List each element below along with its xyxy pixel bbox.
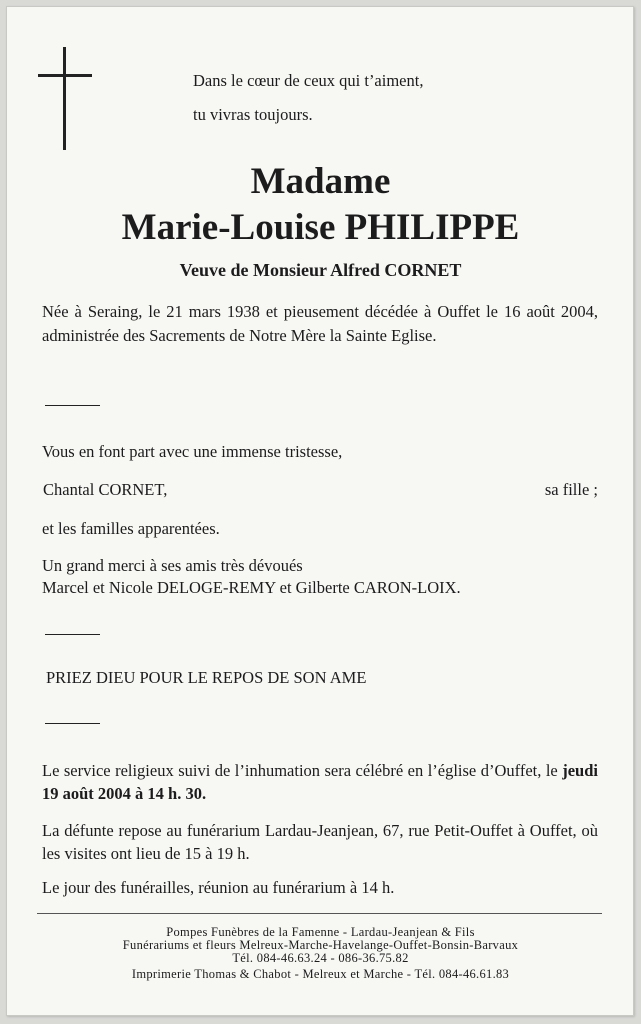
family-relation: sa fille ; (544, 480, 598, 499)
family-member-name: Chantal CORNET, (43, 480, 168, 499)
relatives: et les familles apparentées. (42, 519, 220, 538)
separator-1 (45, 405, 100, 406)
service-paragraph (42, 759, 598, 805)
repose-paragraph: La défunte repose au funérarium Lardau-Jeanjean, 67, rue Petit-Ouffet à Ouffet, où les visites ont lieu de 15 à 19 h. (42, 821, 598, 863)
footer-line-2: Funérariums et fleurs Melreux-Marche-Havelange-Ouffet-Bonsin-Barvaux (122, 938, 519, 952)
footer-line-4: Imprimerie Thomas & Chabot - Melreux et Marche - Tél. 084-46.61.83 (131, 967, 510, 981)
announcement: Vous en font part avec une immense tristesse, (42, 442, 343, 461)
footer-line-1: Pompes Funèbres de la Famenne - Lardau-Jeanjean & Fils (166, 925, 475, 939)
honorific-title: Madame (250, 161, 391, 202)
service-date: jeudi 19 août 2004 à 14 h. 30. (42, 761, 598, 803)
separator-3 (45, 723, 100, 724)
thanks-line-1: Un grand merci à ses amis très dévoués (42, 556, 303, 575)
prayer: PRIEZ DIEU POUR LE REPOS DE SON AME (46, 668, 367, 687)
funeral-meeting: Le jour des funérailles, réunion au funérarium à 14 h. (42, 878, 395, 897)
motto-line-2: tu vivras toujours. (193, 105, 313, 124)
deceased-name: Marie-Louise PHILIPPE (121, 207, 520, 248)
footer-line-3: Tél. 084-46.63.24 - 086-36.75.82 (232, 951, 409, 965)
thanks-line-2: Marcel et Nicole DELOGE-REMY et Gilberte CARON-LOIX. (42, 578, 461, 597)
widow-of: Veuve de Monsieur Alfred CORNET (179, 260, 462, 280)
footer-divider (37, 913, 602, 914)
separator-2 (45, 634, 100, 635)
birth-death-paragraph: Née à Seraing, le 21 mars 1938 et pieusement décédée à Ouffet le 16 août 2004, administrée des Sacrements de Notre Mère la Sainte Eglise. (42, 302, 598, 345)
cross-icon (63, 47, 66, 150)
motto-line-1: Dans le cœur de ceux qui t’aiment, (193, 71, 424, 90)
service-text: Le service religieux suivi de l’inhumation sera célébré en l’église d’Ouffet, le (42, 761, 563, 780)
family-row (43, 480, 598, 500)
cross-icon-bar (38, 74, 92, 77)
